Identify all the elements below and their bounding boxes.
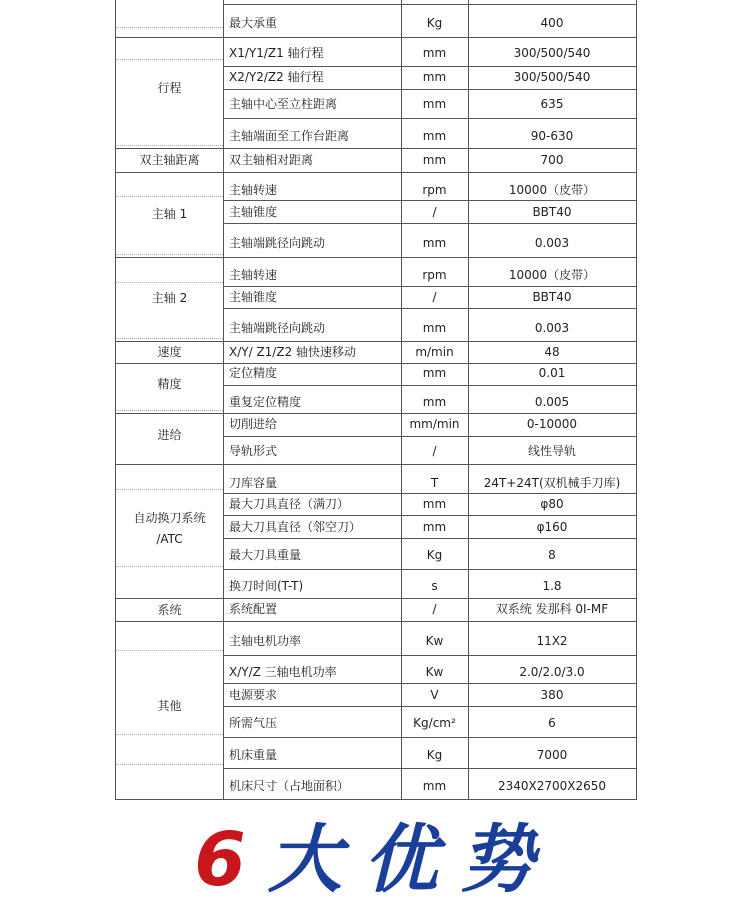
dotted-guide — [116, 489, 223, 490]
spec-unit: mm — [422, 46, 447, 60]
spec-unit: / — [432, 602, 437, 616]
dotted-guide — [116, 764, 223, 765]
spec-value: 380 — [540, 688, 564, 702]
spec-item: 主轴端跳径向跳动 — [229, 236, 326, 250]
dotted-guide — [116, 145, 223, 146]
row-separator — [223, 89, 636, 90]
group-separator — [116, 464, 636, 465]
category-label: 主轴 1 — [151, 207, 188, 221]
spec-value: 1.8 — [542, 579, 562, 593]
group-separator — [116, 413, 636, 414]
spec-value: 300/500/540 — [513, 46, 591, 60]
column-divider-category — [223, 0, 224, 799]
spec-value: 90-630 — [530, 129, 574, 143]
spec-value: 0.01 — [538, 366, 566, 380]
category-label: 行程 — [157, 81, 182, 95]
spec-value: 0.005 — [534, 395, 570, 409]
spec-unit: mm — [422, 70, 447, 84]
headline-text: 大优势 — [267, 817, 556, 903]
dotted-guide — [116, 650, 223, 651]
spec-item: 主轴端跳径向跳动 — [229, 321, 326, 335]
spec-value: 8 — [548, 548, 556, 562]
spec-unit: mm — [422, 395, 447, 409]
spec-item: 主轴端面至工作台距离 — [229, 129, 350, 143]
row-separator — [223, 683, 636, 684]
spec-value: 2.0/2.0/3.0 — [519, 665, 585, 679]
spec-value: 10000（皮带） — [508, 183, 596, 197]
spec-unit: / — [432, 205, 437, 219]
spec-unit: Kw — [425, 665, 444, 679]
category-label: 系统 — [157, 603, 182, 617]
group-separator — [116, 257, 636, 258]
spec-value: 24T+24T(双机械手刀库) — [483, 476, 621, 490]
spec-unit: Kg — [426, 16, 443, 30]
spec-value: 700 — [540, 153, 564, 167]
spec-item: 主轴中心至立柱距离 — [229, 97, 338, 111]
spec-unit: / — [432, 290, 437, 304]
spec-item: 机床重量 — [229, 748, 278, 762]
row-separator — [223, 493, 636, 494]
group-separator — [116, 172, 636, 173]
row-separator — [223, 308, 636, 309]
category-label: 双主轴距离 — [139, 153, 200, 167]
spec-item: 主轴锥度 — [229, 290, 278, 304]
spec-value: 双系统 发那科 0I-MF — [495, 602, 609, 616]
spec-value: 10000（皮带） — [508, 268, 596, 282]
dotted-guide — [116, 338, 223, 339]
spec-item: 最大承重 — [229, 16, 278, 30]
spec-item: 最大刀具重量 — [229, 548, 302, 562]
dotted-guide — [116, 59, 223, 60]
row-separator — [223, 768, 636, 769]
spec-item: 主轴锥度 — [229, 205, 278, 219]
spec-unit: Kg — [426, 748, 443, 762]
category-label: 自动换刀系统 — [133, 511, 206, 525]
spec-unit: rpm — [422, 268, 447, 282]
dotted-guide — [116, 734, 223, 735]
spec-table — [115, 0, 637, 800]
spec-value: BBT40 — [532, 290, 572, 304]
category-label: 速度 — [157, 345, 182, 359]
spec-value: 635 — [540, 97, 564, 111]
category-label: 精度 — [157, 377, 182, 391]
spec-unit: mm — [422, 321, 447, 335]
row-separator — [223, 223, 636, 224]
row-separator — [223, 569, 636, 570]
spec-unit: T — [430, 476, 439, 490]
category-label: /ATC — [156, 532, 183, 546]
dotted-guide — [116, 254, 223, 255]
group-separator — [116, 598, 636, 599]
group-separator — [116, 363, 636, 364]
row-separator — [223, 436, 636, 437]
row-separator — [223, 66, 636, 67]
row-separator — [223, 200, 636, 201]
spec-value: φ80 — [540, 497, 564, 511]
spec-unit: mm — [422, 520, 447, 534]
spec-value: 0.003 — [534, 236, 570, 250]
spec-item: 系统配置 — [229, 602, 278, 616]
spec-value: φ160 — [536, 520, 568, 534]
spec-value: 400 — [540, 16, 564, 30]
spec-item: 切削进给 — [229, 417, 278, 431]
spec-unit: m/min — [415, 345, 454, 359]
spec-unit: Kw — [425, 634, 444, 648]
spec-item: 所需气压 — [229, 716, 278, 730]
spec-value: 300/500/540 — [513, 70, 591, 84]
spec-item: 最大刀具直径（满刀） — [229, 497, 350, 511]
spec-item: 主轴电机功率 — [229, 634, 302, 648]
spec-item: 最大刀具直径（邻空刀） — [229, 520, 362, 534]
spec-value: 线性导轨 — [527, 444, 576, 458]
spec-value: 0-10000 — [526, 417, 578, 431]
group-separator — [116, 341, 636, 342]
spec-unit: Kg — [426, 548, 443, 562]
spec-unit: Kg/cm² — [413, 716, 456, 730]
category-label: 主轴 2 — [151, 291, 188, 305]
spec-item: 定位精度 — [229, 366, 278, 380]
dotted-guide — [116, 282, 223, 283]
spec-item: 机床尺寸（占地面积） — [229, 779, 350, 793]
row-separator — [223, 538, 636, 539]
spec-unit: s — [431, 579, 438, 593]
dotted-guide — [116, 196, 223, 197]
spec-item: 换刀时间(T-T) — [229, 579, 304, 593]
spec-unit: / — [432, 444, 437, 458]
spec-unit: mm — [422, 779, 447, 793]
spec-unit: rpm — [422, 183, 447, 197]
spec-item: X1/Y1/Z1 轴行程 — [229, 46, 324, 60]
spec-item: 导轨形式 — [229, 444, 278, 458]
row-separator — [223, 286, 636, 287]
spec-value: 7000 — [536, 748, 568, 762]
spec-value: 0.003 — [534, 321, 570, 335]
spec-value: 2340X2700X2650 — [497, 779, 607, 793]
row-separator — [223, 706, 636, 707]
dotted-guide — [116, 566, 223, 567]
row-separator — [223, 737, 636, 738]
group-separator — [116, 148, 636, 149]
spec-unit: mm/min — [409, 417, 460, 431]
spec-item: X/Y/Z 三轴电机功率 — [229, 665, 337, 679]
spec-unit: mm — [422, 153, 447, 167]
group-separator — [116, 621, 636, 622]
spec-item: X2/Y2/Z2 轴行程 — [229, 70, 324, 84]
spec-item: 重复定位精度 — [229, 395, 302, 409]
category-label: 其他 — [157, 699, 182, 713]
spec-value: 6 — [548, 716, 556, 730]
spec-value: 11X2 — [536, 634, 568, 648]
spec-unit: mm — [422, 97, 447, 111]
spec-unit: mm — [422, 236, 447, 250]
row-separator — [223, 385, 636, 386]
spec-unit: mm — [422, 366, 447, 380]
headline-number: 6 — [194, 817, 268, 903]
spec-item: 主轴转速 — [229, 268, 278, 282]
row-separator — [223, 118, 636, 119]
spec-item: 主轴转速 — [229, 183, 278, 197]
spec-value: 48 — [544, 345, 560, 359]
category-label: 进给 — [157, 428, 182, 442]
row-separator — [223, 4, 636, 5]
spec-value: BBT40 — [532, 205, 572, 219]
spec-unit: mm — [422, 497, 447, 511]
spec-unit: mm — [422, 129, 447, 143]
spec-item: 刀库容量 — [229, 476, 278, 490]
row-separator — [223, 515, 636, 516]
spec-item: 双主轴相对距离 — [229, 153, 314, 167]
advantages-headline — [0, 815, 750, 905]
dotted-guide — [116, 27, 223, 28]
row-separator — [223, 655, 636, 656]
spec-unit: V — [430, 688, 439, 702]
dotted-guide — [116, 410, 223, 411]
group-separator — [116, 37, 636, 38]
spec-item: 电源要求 — [229, 688, 278, 702]
spec-item: X/Y/ Z1/Z2 轴快速移动 — [229, 345, 357, 359]
